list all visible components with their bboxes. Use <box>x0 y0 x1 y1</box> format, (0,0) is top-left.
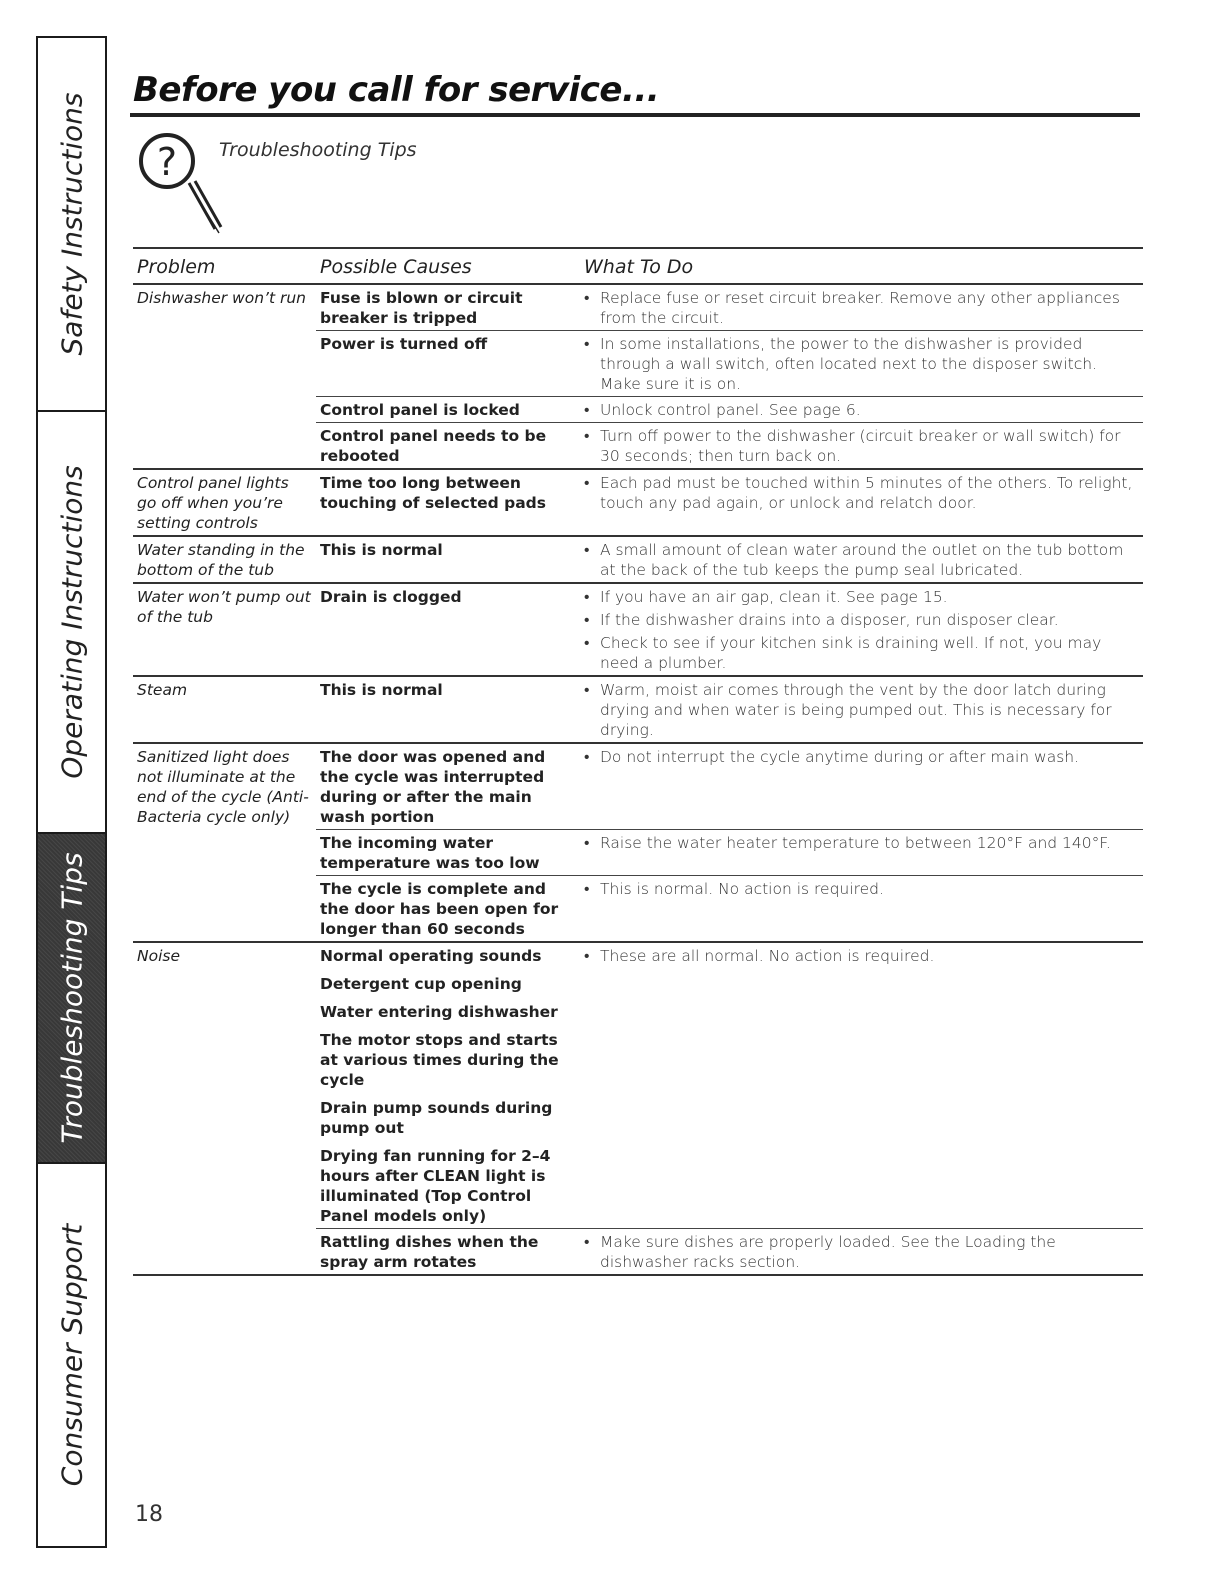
cause-item: Power is turned off <box>320 335 488 353</box>
todo-cell <box>580 676 1143 743</box>
title-rule <box>130 113 1140 117</box>
table-body <box>133 284 1143 1275</box>
tab-safety-instructions[interactable] <box>38 38 105 412</box>
cause-cell <box>316 942 580 1229</box>
table-row <box>133 423 1143 470</box>
table-row <box>133 876 1143 943</box>
table-header-row <box>133 248 1143 284</box>
todo-cell <box>580 284 1143 331</box>
cause-cell <box>316 536 580 583</box>
tab-label: Consumer Support <box>55 1223 88 1487</box>
cause-item: Control panel is locked <box>320 401 520 419</box>
question-mark-magnifier-icon <box>137 129 227 244</box>
todo-item: • Unlock control panel. See page 6. <box>584 400 1139 420</box>
cause-item: This is normal <box>320 541 443 559</box>
tab-troubleshooting-tips[interactable] <box>38 834 105 1164</box>
cause-item: Drying fan running for 2–4 hours after CLEAN light is illuminated (Top Control Panel models only) <box>320 1147 551 1225</box>
todo-item: • If you have an air gap, clean it. See page 15. <box>584 587 1139 607</box>
todo-item: • Each pad must be touched within 5 minutes of the others. To relight, touch any pad again, or unlock and relatch door. <box>584 473 1139 513</box>
table-row <box>133 536 1143 583</box>
tab-label: Troubleshooting Tips <box>55 852 88 1144</box>
cause-item: Detergent cup opening <box>320 975 522 993</box>
todo-item: • Raise the water heater temperature to between 120°F and 140°F. <box>584 833 1139 853</box>
todo-item: • Replace fuse or reset circuit breaker. Remove any other appliances from the circuit. <box>584 288 1139 328</box>
cause-cell <box>316 876 580 943</box>
todo-cell <box>580 743 1143 830</box>
header-causes: Possible Causes <box>316 248 580 284</box>
tab-label: Safety Instructions <box>55 92 88 356</box>
problem-cell: Water standing in the bottom of the tub <box>133 536 316 583</box>
cause-cell <box>316 583 580 676</box>
cause-item: Normal operating sounds <box>320 947 542 965</box>
troubleshooting-table <box>133 247 1143 1276</box>
side-tab-bar <box>36 36 107 1548</box>
todo-item: • Do not interrupt the cycle anytime during or after main wash. <box>584 747 1139 767</box>
table-row <box>133 743 1143 830</box>
tab-consumer-support[interactable] <box>38 1164 105 1546</box>
todo-cell <box>580 331 1143 397</box>
todo-item: • Turn off power to the dishwasher (circuit breaker or wall switch) for 30 seconds; then turn back on. <box>584 426 1139 466</box>
todo-item: • If the dishwasher drains into a disposer, run disposer clear. <box>584 610 1139 630</box>
cause-item: Control panel needs to be rebooted <box>320 427 547 465</box>
tab-label: Operating Instructions <box>55 465 88 779</box>
todo-cell <box>580 876 1143 943</box>
table-row <box>133 676 1143 743</box>
cause-item: This is normal <box>320 681 443 699</box>
svg-text:?: ? <box>156 140 178 184</box>
table-row <box>133 284 1143 331</box>
table-row <box>133 942 1143 1229</box>
todo-cell <box>580 469 1143 536</box>
problem-cell <box>133 876 316 943</box>
problem-cell: Sanitized light does not illuminate at the end of the cycle (Anti-Bacteria cycle only) <box>137 748 309 826</box>
table-row <box>133 830 1143 876</box>
table-row <box>133 1229 1143 1276</box>
cause-cell <box>316 423 580 470</box>
cause-cell <box>316 743 580 830</box>
cause-cell <box>316 284 580 331</box>
todo-cell <box>580 830 1143 876</box>
tab-operating-instructions[interactable] <box>38 412 105 834</box>
todo-cell <box>580 583 1143 676</box>
problem-cell: Water won’t pump out of the tub <box>133 583 316 676</box>
table-row <box>133 331 1143 397</box>
cause-cell <box>316 676 580 743</box>
cause-item: The door was opened and the cycle was interrupted during or after the main wash portion <box>320 748 546 826</box>
todo-item: • This is normal. No action is required. <box>584 879 1139 899</box>
todo-item: • Make sure dishes are properly loaded. See the Loading the dishwasher racks section. <box>584 1232 1139 1272</box>
problem-cell: Control panel lights go off when you’re setting controls <box>133 469 316 536</box>
todo-cell <box>580 397 1143 423</box>
problem-cell: Noise <box>137 947 180 965</box>
cause-cell <box>316 397 580 423</box>
section-subtitle: Troubleshooting Tips <box>219 139 417 161</box>
cause-item: Fuse is blown or circuit breaker is tripped <box>320 289 523 327</box>
todo-item: • Warm, moist air comes through the vent by the door latch during drying and when water is being pumped out. This is necessary for drying. <box>584 680 1139 740</box>
todo-item: • A small amount of clean water around the outlet on the tub bottom at the back of the tub keeps the pump seal lubricated. <box>584 540 1139 580</box>
table-row <box>133 469 1143 536</box>
problem-cell <box>133 830 316 876</box>
cause-cell <box>316 1229 580 1276</box>
cause-item: Time too long between touching of selected pads <box>320 474 546 512</box>
todo-cell <box>580 536 1143 583</box>
todo-cell <box>580 423 1143 470</box>
cause-item: The motor stops and starts at various times during the cycle <box>320 1031 559 1089</box>
cause-item: The cycle is complete and the door has been open for longer than 60 seconds <box>320 880 559 938</box>
header-todo: What To Do <box>580 248 1143 284</box>
cause-item: Drain is clogged <box>320 588 462 606</box>
cause-item: Rattling dishes when the spray arm rotates <box>320 1233 539 1271</box>
cause-item: Water entering dishwasher <box>320 1003 558 1021</box>
table-row <box>133 583 1143 676</box>
cause-cell <box>316 830 580 876</box>
problem-cell: Steam <box>133 676 316 743</box>
cause-item: Drain pump sounds during pump out <box>320 1099 553 1137</box>
problem-cell <box>133 1229 316 1276</box>
page-title: Before you call for service... <box>133 70 660 110</box>
todo-item: • These are all normal. No action is required. <box>584 946 1139 966</box>
header-problem: Problem <box>133 248 316 284</box>
todo-cell <box>580 942 1143 1229</box>
cause-cell <box>316 469 580 536</box>
problem-cell: Dishwasher won’t run <box>137 289 306 307</box>
problem-cell <box>133 397 316 423</box>
todo-cell <box>580 1229 1143 1276</box>
page-number: 18 <box>135 1502 163 1527</box>
cause-item: The incoming water temperature was too low <box>320 834 540 872</box>
problem-cell <box>133 331 316 397</box>
problem-cell <box>133 423 316 470</box>
cause-cell <box>316 331 580 397</box>
todo-item: • In some installations, the power to the dishwasher is provided through a wall switch, often located next to the disposer switch. Make sure it is on. <box>584 334 1139 394</box>
table-row <box>133 397 1143 423</box>
todo-item: • Check to see if your kitchen sink is draining well. If not, you may need a plumber. <box>584 633 1139 673</box>
